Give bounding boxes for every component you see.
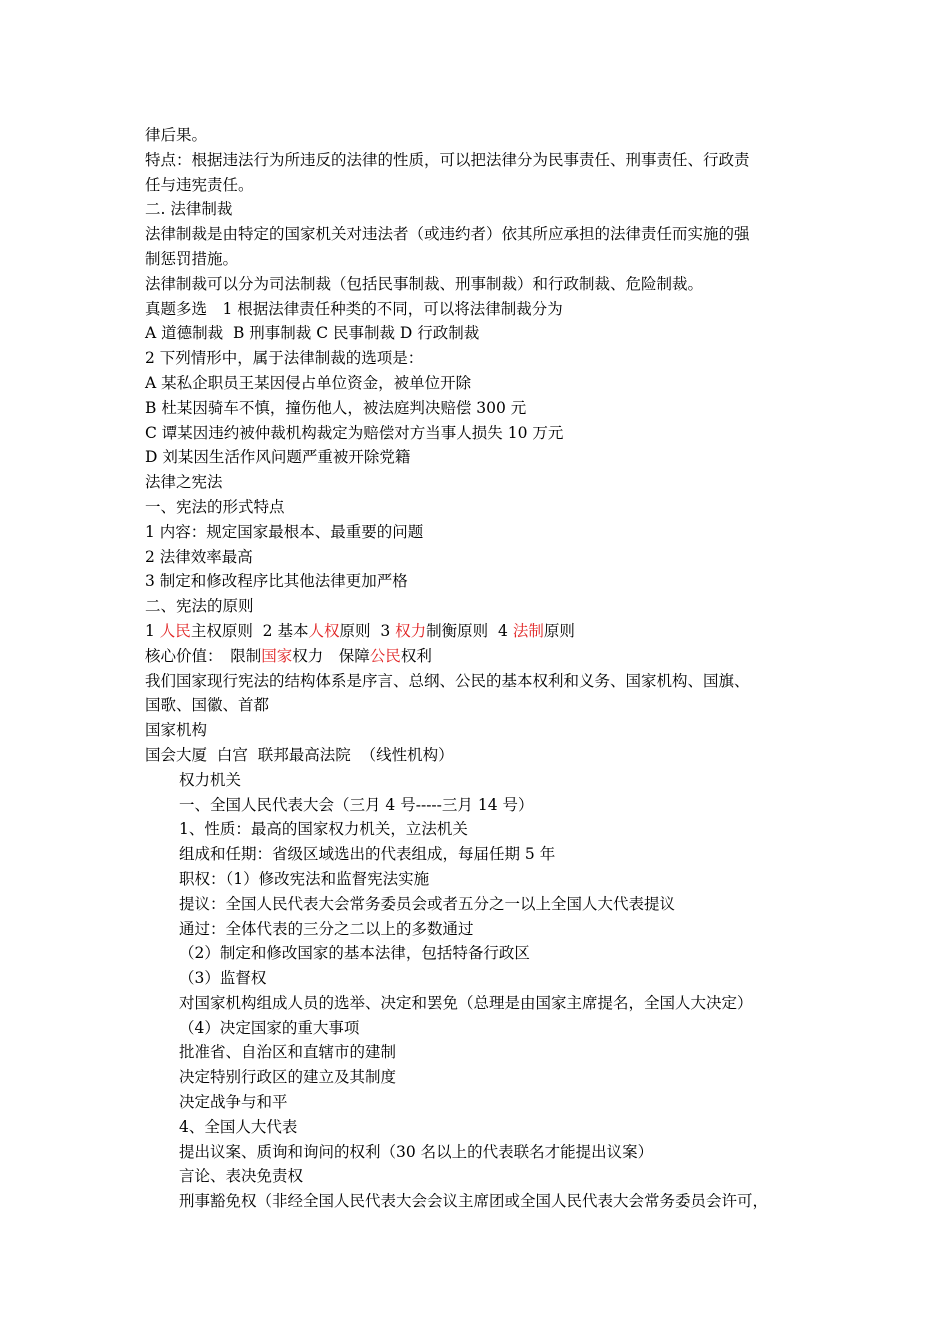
core-value-text-c: 权利 [400, 646, 432, 665]
indented-line: 组成和任期：省级区域选出的代表组成，每届任期 5 年 [179, 845, 556, 864]
principle-1-text: 主权原则 [190, 621, 263, 640]
section-heading: 二、宪法的原则 [145, 597, 254, 616]
indented-line: 职权：（1）修改宪法和监督宪法实施 [179, 869, 430, 888]
text-line: 律后果。 [145, 126, 208, 144]
principle-3-text: 制衡原则 [426, 621, 499, 640]
text-line: 法律制裁可以分为司法制裁（包括民事制裁、刑事制裁）和行政制裁、危险制裁。 [145, 274, 704, 293]
indented-line: 权力机关 [179, 770, 242, 789]
text-line: 1 内容：规定国家最根本、最重要的问题 [145, 522, 424, 541]
section-heading: 法律之宪法 [145, 473, 223, 492]
indented-line: 决定特别行政区的建立及其制度 [179, 1068, 397, 1087]
text-line: 法律制裁是由特定的国家机关对违法者（或违约者）依其所应承担的法律责任而实施的强 [145, 225, 750, 244]
document-body [145, 123, 825, 1214]
section-heading: 二. 法律制裁 [145, 200, 233, 219]
core-value-line [145, 644, 825, 669]
core-value-text-b: 权力 保障 [292, 646, 370, 665]
indented-line: 一、全国人民代表大会（三月 4 号-----三月 14 号） [179, 795, 534, 814]
principle-2-highlight: 人权 [308, 621, 340, 640]
indented-line: （3）监督权 [179, 969, 267, 988]
question-line: 2 下列情形中，属于法律制裁的选项是： [145, 349, 424, 368]
principle-2-number: 2 基本 [262, 621, 309, 640]
answer-option: D 刘某因生活作风问题严重被开除党籍 [145, 448, 411, 467]
principle-3-highlight: 权力 [395, 621, 427, 640]
text-line: 国会大厦 白宫 联邦最高法院 （线性机构） [145, 745, 454, 764]
answer-option: A 某私企职员王某因侵占单位资金，被单位开除 [145, 373, 472, 392]
text-line: 我们国家现行宪法的结构体系是序言、总纲、公民的基本权利和义务、国家机构、国旗、 [145, 671, 750, 690]
answer-option: B 杜某因骑车不慎，撞伤他人，被法庭判决赔偿 300 元 [145, 398, 527, 417]
indented-line: 刑事豁免权（非经全国人民代表大会会议主席团或全国人民代表大会常务委员会许可， [179, 1192, 769, 1211]
indented-line: 4、全国人大代表 [179, 1117, 298, 1136]
question-line: 真题多选 1 根据法律责任种类的不同，可以将法律制裁分为 [145, 299, 563, 318]
indented-line: 提出议案、质询和询问的权利（30 名以上的代表联名才能提出议案） [179, 1142, 654, 1161]
text-line: 制惩罚措施。 [145, 249, 239, 268]
principles-line [145, 619, 825, 644]
text-line: 3 制定和修改程序比其他法律更加严格 [145, 572, 408, 591]
section-heading: 国家机构 [145, 721, 208, 740]
indented-line: （4）决定国家的重大事项 [179, 1018, 360, 1037]
indented-line: （2）制定和修改国家的基本法律，包括特备行政区 [179, 944, 530, 963]
text-line: 2 法律效率最高 [145, 547, 253, 566]
principle-2-text: 原则 [339, 621, 381, 640]
indented-line: 对国家机构组成人员的选举、决定和罢免（总理是由国家主席提名，全国人大决定） [179, 993, 753, 1012]
principle-4-highlight: 法制 [512, 621, 544, 640]
principle-4-number: 4 [498, 621, 513, 640]
principle-3-number: 3 [380, 621, 396, 640]
core-value-text-a: 核心价值： 限制 [145, 646, 262, 665]
indented-line: 言论、表决免责权 [179, 1167, 304, 1186]
text-line: 特点：根据违法行为所违反的法律的性质，可以把法律分为民事责任、刑事责任、行政责 [145, 150, 750, 169]
indented-line: 决定战争与和平 [179, 1093, 288, 1112]
text-line: 国歌、国徽、首都 [145, 696, 270, 715]
text-line: 任与违宪责任。 [145, 175, 254, 194]
principle-1-number: 1 [145, 621, 160, 640]
core-value-highlight-citizen: 公民 [369, 646, 401, 665]
principle-1-highlight: 人民 [159, 621, 191, 640]
indented-line: 1、性质：最高的国家权力机关，立法机关 [179, 820, 468, 839]
answer-options: A 道德制裁 B 刑事制裁 C 民事制裁 D 行政制裁 [145, 324, 480, 343]
indented-line: 提议：全国人民代表大会常务委员会或者五分之一以上全国人大代表提议 [179, 894, 676, 913]
indented-line: 批准省、自治区和直辖市的建制 [179, 1043, 397, 1062]
section-heading: 一、宪法的形式特点 [145, 497, 285, 516]
principle-4-text: 原则 [543, 621, 575, 640]
answer-option: C 谭某因违约被仲裁机构裁定为赔偿对方当事人损失 10 万元 [145, 423, 564, 442]
core-value-highlight-state: 国家 [261, 646, 293, 665]
indented-line: 通过：全体代表的三分之二以上的多数通过 [179, 919, 474, 938]
